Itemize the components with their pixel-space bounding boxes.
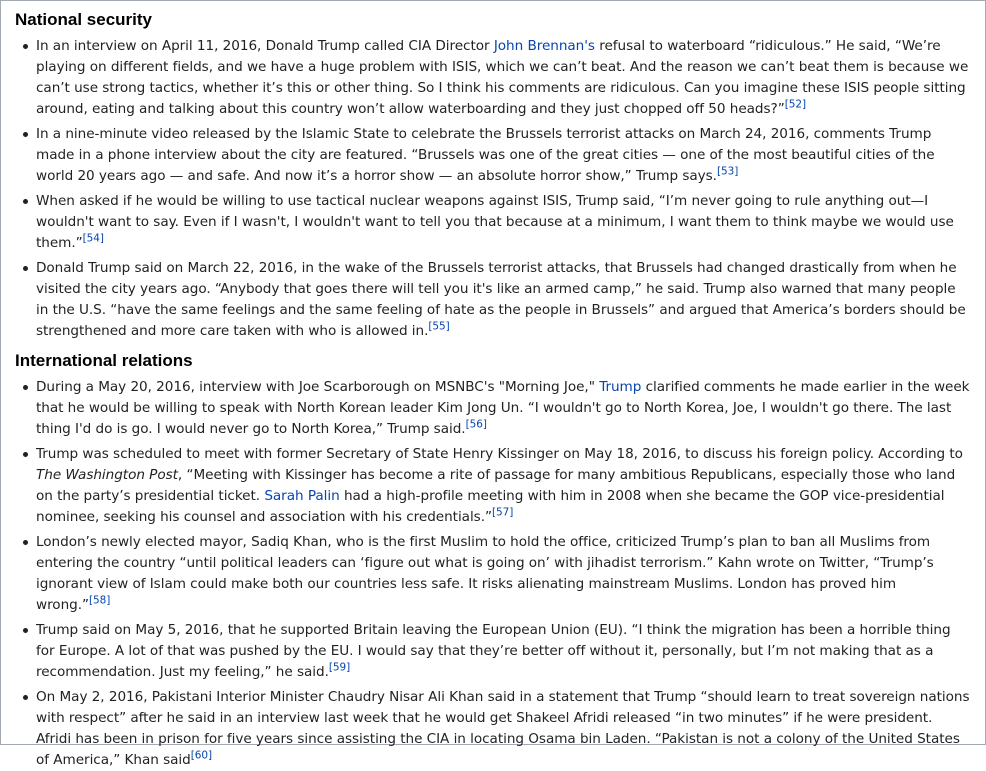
list-item xyxy=(15,36,971,120)
international-relations-list xyxy=(15,377,971,771)
citation-ref[interactable]: [57] xyxy=(491,506,514,519)
link-sarah-palin[interactable]: Sarah Palin xyxy=(264,488,340,504)
item-text: Trump was scheduled to meet with former Secretary of State Henry Kissinger on May 18, 2016, to discuss his foreign policy. According to xyxy=(36,446,963,462)
citation-ref[interactable]: [60] xyxy=(190,749,213,762)
item-text: In a nine-minute video released by the Islamic State to celebrate the Brussels terrorist attacks on March 24, 2016, comments Trump made in a phone interview about the city are featured. “Brussels was one of the great cities — one of the most beautiful cities of the world 20 years ago — and safe. And now it’s a horror show — an absolute horror show,” Trump says. xyxy=(36,126,935,184)
item-text: had a high-profile meeting with him in 2008 when she became the GOP vice-presidential nominee, seeking his counsel and association with his credentials.” xyxy=(36,488,945,525)
citation-ref[interactable]: [58] xyxy=(88,594,111,607)
list-item xyxy=(15,444,971,528)
citation-ref[interactable]: [52] xyxy=(784,98,807,111)
publication-title: The Washington Post xyxy=(36,467,178,483)
list-item xyxy=(15,124,971,187)
item-text: refusal to waterboard “ridiculous.” He said, “We’re playing on different fields, and we have a huge problem with ISIS, which we can’t beat. And the reason we can’t beat them is because we can’t use strong tactics, whether it’s this or other thing. So I think his comments are ridiculous. Can you imagine these ISIS people sitting around, eating and talking about this country won’t allow waterboarding and they just chopped off 50 heads?” xyxy=(36,38,969,117)
link-trump[interactable]: Trump xyxy=(599,379,642,395)
item-text: When asked if he would be willing to use tactical nuclear weapons against ISIS, Trump said, “I’m never going to rule anything out—I wouldn't want to say. Even if I wasn't, I wouldn't want to tell you that because at a minimum, I want them to think maybe we would use them.” xyxy=(36,193,954,251)
item-text: On May 2, 2016, Pakistani Interior Minister Chaudry Nisar Ali Khan said in a statement that Trump “should learn to treat sovereign nations with respect” after he said in an interview last week that he would get Shakeel Afridi released “in two minutes” if he were president. Afridi has been in prison for five years since assisting the CIA in locating Osama bin Laden. “Pakistan is not a colony of the United States of America,” Khan said xyxy=(36,689,970,768)
list-item xyxy=(15,377,971,440)
list-item xyxy=(15,620,971,683)
item-text: , “Meeting with Kissinger has become a rite of passage for many ambitious Republicans, especially those who land on the party’s presidential ticket. xyxy=(36,467,956,504)
item-text: Trump said on May 5, 2016, that he supported Britain leaving the European Union (EU). “I think the migration has been a horrible thing for Europe. A lot of that was pushed by the EU. I would say that they’re better off without it, personally, but I’m not making that as a recommendation. Just my feeling,” he said. xyxy=(36,622,951,680)
article-body xyxy=(1,1,985,771)
item-text: clarified comments he made earlier in the week that he would be willing to speak with North Korean leader Kim Jong Un. “I wouldn't go to North Korea, Joe, I wouldn't go there. The last thing I'd do is go. I would never go to North Korea,” Trump said. xyxy=(36,379,970,437)
list-item xyxy=(15,687,971,771)
citation-ref[interactable]: [56] xyxy=(465,418,487,431)
list-item xyxy=(15,258,971,342)
item-text: London’s newly elected mayor, Sadiq Khan, who is the first Muslim to hold the office, criticized Trump’s plan to ban all Muslims from entering the country “until political leaders can ‘figure out what is going on’ with jihadist terrorism.” Kahn wrote on Twitter, “Trump’s ignorant view of Islam could make both our countries less safe. It risks alienating mainstream Muslims. London has proved him wrong.” xyxy=(36,534,934,613)
link-john-brennan[interactable]: John Brennan's xyxy=(493,38,595,54)
section-heading-national-security: National security xyxy=(15,10,152,29)
item-text: During a May 20, 2016, interview with Joe Scarborough on MSNBC's "Morning Joe," xyxy=(36,379,600,395)
item-text: Donald Trump said on March 22, 2016, in the wake of the Brussels terrorist attacks, that Brussels had changed drastically from when he visited the city years ago. “Anybody that goes there will tell you it's like an armed camp,” he said. Trump also warned that many people in the U.S. “have the same feelings and the same feeling of hate as the people in Brussels” and argued that America’s borders should be strengthened and more care taken with who is allowed in. xyxy=(36,260,966,339)
citation-ref[interactable]: [59] xyxy=(328,661,351,674)
item-text: In an interview on April 11, 2016, Donald Trump called CIA Director xyxy=(36,38,494,54)
national-security-list xyxy=(15,36,971,342)
citation-ref[interactable]: [55] xyxy=(428,320,450,333)
list-item xyxy=(15,532,971,616)
citation-ref[interactable]: [53] xyxy=(716,165,739,178)
citation-ref[interactable]: [54] xyxy=(82,232,104,245)
list-item xyxy=(15,191,971,254)
section-heading-international-relations: International relations xyxy=(15,351,193,370)
